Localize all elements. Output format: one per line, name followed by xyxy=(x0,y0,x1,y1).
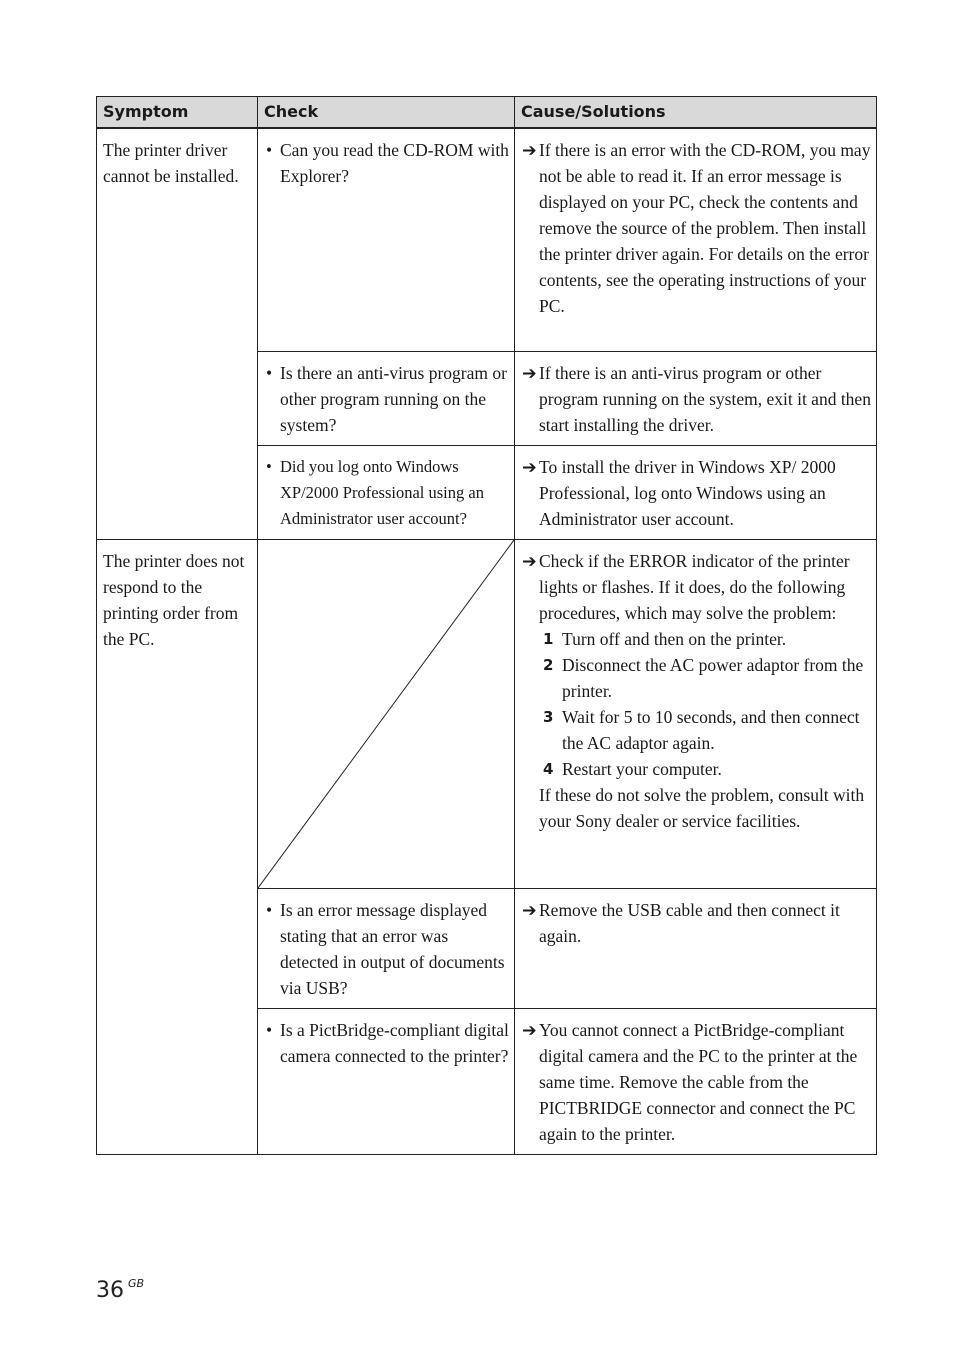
arrow-icon: ➔ xyxy=(522,1019,537,1040)
solution-item xyxy=(521,137,871,319)
solution-text: You cannot connect a PictBridge-compliant digital camera and the PC to the printer at the same time. Remove the cable from the PICTBRIDGE connector and connect the PC again to the printer. xyxy=(539,1019,858,1144)
solution-text: If there is an error with the CD-ROM, you may not be able to read it. If an error message is displayed on your PC, check the contents and remove the source of the problem. Then install the printer driver again. For details on the error contents, see the operating instructions of your PC. xyxy=(539,140,871,316)
step-number: 2 xyxy=(543,655,554,674)
symptom-cell: The printer does not respond to the printing order from the PC. xyxy=(97,539,258,1154)
procedure-step xyxy=(521,652,871,704)
table-row xyxy=(97,539,877,888)
page-number: 36 xyxy=(96,1278,124,1303)
symptom-cell: The printer driver cannot be installed. xyxy=(97,128,258,539)
check-text: Did you log onto Windows XP/2000 Professional using an Administrator user account? xyxy=(280,456,484,528)
bullet-marker: • xyxy=(266,899,273,920)
bullet-marker: • xyxy=(266,1019,273,1040)
followup-note: If these do not solve the problem, consult with your Sony dealer or service facilities. xyxy=(539,784,865,831)
header-cause-solutions: Cause/Solutions xyxy=(515,97,877,129)
solution-text: Check if the ERROR indicator of the printer lights or flashes. If it does, do the following procedures, which may solve the problem: xyxy=(539,550,850,623)
cause-cell xyxy=(515,888,877,1008)
check-cell xyxy=(258,128,515,351)
check-item xyxy=(264,1017,509,1069)
table-header-row xyxy=(97,97,877,129)
solution-item xyxy=(521,360,871,438)
header-check: Check xyxy=(258,97,515,129)
solution-text: Remove the USB cable and then connect it again. xyxy=(539,899,840,946)
procedure-step xyxy=(521,626,871,652)
cause-cell xyxy=(515,128,877,351)
check-item xyxy=(264,897,509,1001)
page-footer xyxy=(96,1277,144,1303)
step-text: Restart your computer. xyxy=(562,758,722,779)
check-cell xyxy=(258,445,515,539)
solution-text: If there is an anti-virus program or other program running on the system, exit it and then start installing the driver. xyxy=(539,362,871,435)
arrow-icon: ➔ xyxy=(522,362,537,383)
check-text: Is a PictBridge-compliant digital camera connected to the printer? xyxy=(280,1019,509,1066)
bullet-marker: • xyxy=(266,140,273,160)
solution-item xyxy=(521,1017,871,1147)
check-item xyxy=(264,454,509,532)
troubleshooting-table xyxy=(96,96,877,1155)
check-item xyxy=(264,137,509,189)
step-text: Disconnect the AC power adaptor from the printer. xyxy=(562,654,864,701)
check-text: Is there an anti-virus program or other program running on the system? xyxy=(280,362,507,435)
arrow-icon: ➔ xyxy=(522,140,537,160)
arrow-icon: ➔ xyxy=(522,456,537,477)
check-text: Can you read the CD-ROM with Explorer? xyxy=(280,140,509,186)
cause-cell xyxy=(515,539,877,888)
check-item xyxy=(264,360,509,438)
solution-item xyxy=(521,897,871,949)
step-number: 1 xyxy=(543,629,554,648)
empty-check-cell xyxy=(258,539,515,888)
step-text: Wait for 5 to 10 seconds, and then connect the AC adaptor again. xyxy=(562,706,860,753)
bullet-marker: • xyxy=(266,456,272,476)
step-text: Turn off and then on the printer. xyxy=(562,628,787,649)
arrow-icon: ➔ xyxy=(522,899,537,920)
arrow-icon: ➔ xyxy=(522,550,537,571)
check-cell xyxy=(258,888,515,1008)
check-cell xyxy=(258,351,515,445)
cause-cell xyxy=(515,445,877,539)
header-symptom: Symptom xyxy=(97,97,258,129)
solution-item xyxy=(521,548,871,626)
solution-text: To install the driver in Windows XP/ 2000 Professional, log onto Windows using an Administrator user account. xyxy=(539,456,836,529)
step-number: 4 xyxy=(543,759,554,778)
region-code: GB xyxy=(128,1277,145,1290)
check-text: Is an error message displayed stating that an error was detected in output of documents via USB? xyxy=(280,899,505,998)
cause-cell xyxy=(515,351,877,445)
solution-item xyxy=(521,454,871,532)
bullet-marker: • xyxy=(266,362,273,383)
procedure-step xyxy=(521,704,871,756)
diagonal-strike xyxy=(258,540,514,888)
check-cell xyxy=(258,1008,515,1154)
procedure-step xyxy=(521,756,871,782)
table-row xyxy=(97,128,877,351)
step-number: 3 xyxy=(543,707,554,726)
cause-cell xyxy=(515,1008,877,1154)
